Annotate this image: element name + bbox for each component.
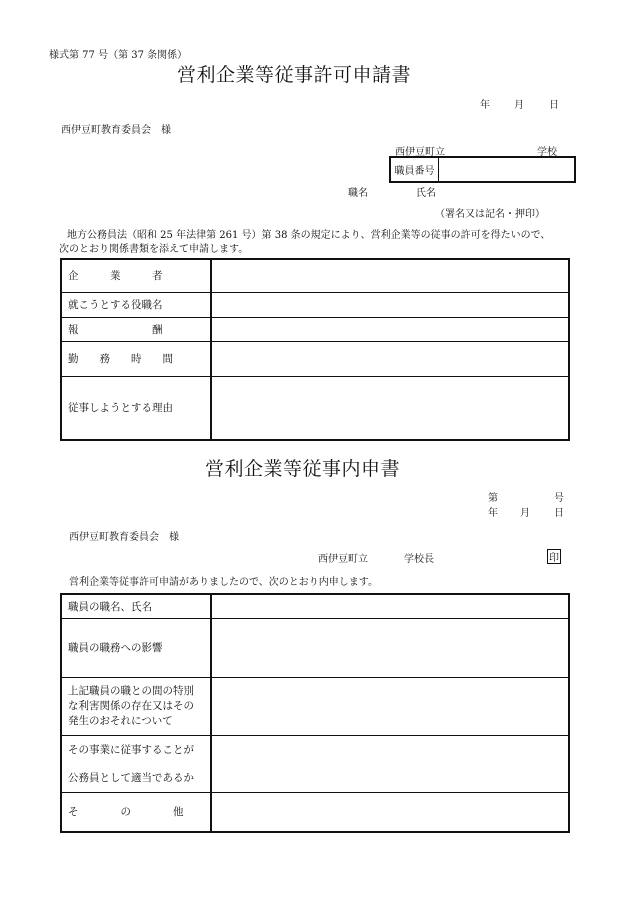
application-table [60,258,570,441]
application-addressee: 西伊豆町教育委員会 様 [61,125,171,136]
row-value-remuneration[interactable] [211,317,569,341]
position-label: 職名 [348,188,368,199]
school-prefix: 西伊豆町立 [395,147,445,158]
table-row [61,594,569,618]
table-row [61,618,569,677]
internal-table [60,593,570,833]
appropriateness-label-line2: 公務員として適当であるか [68,771,194,784]
application-body-line2: 次のとおり関係書類を添えて申請します。 [59,244,249,255]
row-label-conflict [61,677,211,735]
appropriateness-label-line1: その事業に従事することが [68,743,194,756]
school-suffix: 学校 [537,147,557,158]
table-row [61,259,569,292]
table-row [61,317,569,341]
internal-school-prefix: 西伊豆町立 [318,554,368,565]
internal-date-year: 年 [488,508,498,519]
number-suffix: 号 [554,493,564,504]
internal-date-month: 月 [520,508,530,519]
application-body-line1: 地方公務員法（昭和 25 年法律第 261 号）第 38 条の規定により、営利企業等の従事の許可を得たいので、 [67,230,551,241]
table-row [61,677,569,735]
row-label-staff-name: 職員の職名、氏名 [61,594,211,618]
name-label: 氏名 [416,188,436,199]
application-date-month: 月 [514,100,524,111]
principal-label: 学校長 [404,554,434,565]
conflict-label-line1: 上記職員の職との間の特別 [68,684,194,697]
seal-mark: 印 [547,549,561,564]
row-label-reason: 従事しようとする理由 [61,376,211,440]
internal-title: 営利企業等従事内申書 [205,458,401,480]
internal-addressee: 西伊豆町教育委員会 様 [69,532,179,543]
row-value-role[interactable] [211,292,569,317]
staff-number-label: 職員番号 [391,158,439,181]
staff-number-box[interactable] [389,156,576,183]
row-value-appropriateness[interactable] [211,735,569,792]
table-row [61,376,569,440]
row-label-appropriateness [61,735,211,792]
row-value-duty-impact[interactable] [211,618,569,677]
table-row [61,292,569,317]
row-value-working-hours[interactable] [211,341,569,376]
number-prefix: 第 [488,493,498,504]
application-date-day: 日 [549,100,559,111]
internal-body: 営利企業等従事許可申請がありましたので、次のとおり内申します。 [69,577,378,588]
conflict-label-line3: 発生のおそれについて [68,714,173,727]
table-row [61,341,569,376]
conflict-label-line2: な利害関係の存在又はその [68,699,194,712]
row-value-other[interactable] [211,792,569,832]
row-label-employer: 企 業 者 [61,259,211,292]
application-title: 営利企業等従事許可申請書 [177,64,412,86]
row-label-role: 就こうとする役職名 [61,292,211,317]
internal-date-day: 日 [554,508,564,519]
table-row [61,735,569,792]
row-value-employer[interactable] [211,259,569,292]
signature-note: （署名又は記名・押印） [435,209,545,220]
row-label-remuneration: 報 酬 [61,317,211,341]
row-label-working-hours: 勤 務 時 間 [61,341,211,376]
form-reference: 様式第 77 号（第 37 条関係） [49,50,188,61]
row-value-staff-name[interactable] [211,594,569,618]
row-value-conflict[interactable] [211,677,569,735]
row-value-reason[interactable] [211,376,569,440]
application-date-year: 年 [480,100,490,111]
table-row [61,792,569,832]
row-label-duty-impact: 職員の職務への影響 [61,618,211,677]
row-label-other: そ の 他 [61,792,211,832]
